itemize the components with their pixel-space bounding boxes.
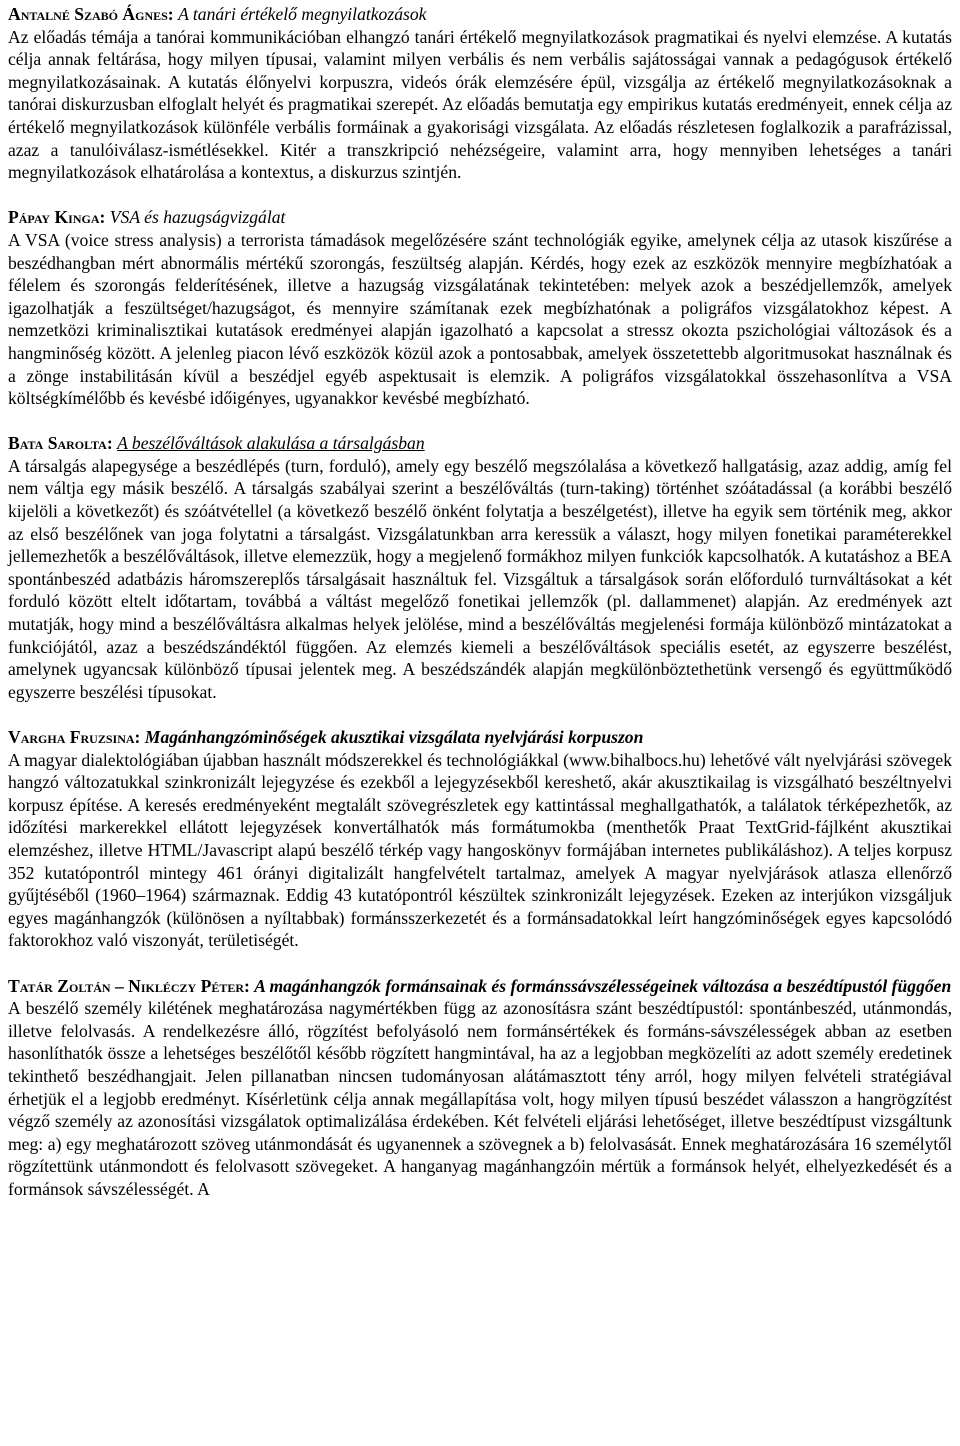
abstract-text: A beszélő személy kilétének meghatározása nagymértékben függ az azonosításra szánt beszédtípustól: spontánbeszéd, utánmondás, illetve felolvasás. A rendelkezésre álló, rögzítést befolyásoló nem formánsértékek és formáns-sávszélességek abban az esetben hasonlíthatók össze a lehetséges beszélőtől később rögzített hangmintával, ha az a legjobban megközelíti az adott személy eredetinek tekinthető beszédhangjait. Jelen pillanatban nincsen tudományosan alátámasztott tény arról, hogy milyen felvételi stratégiával érhetjük el a legjobb eredményt. Kísérletünk célja annak megállapítása volt, hogy milyen típusú beszédet válasszon a hangrögzítést végző személy az azonosítási vizsgálatok optimalizálása érdekében. Két felvételi eljárási lehetőséget, illetve beszédtípust vizsgáltunk meg: a) egy meghatározott szöveg utánmondását és ugyanennek a szövegnek a b) felolvasását. Ennek meghatározására 16 személytől rögzítettünk utánmondott és felolvasott szövegeket. A hanganyag magánhangzóin mértük a formánsok helyét, elhelyezkedését és a formánsok sávszélességét. A xyxy=(8,998,952,1199)
abstract-heading xyxy=(8,3,952,26)
abstract-1 xyxy=(8,3,952,184)
abstract-text: Az előadás témája a tanórai kommunikációban elhangzó tanári értékelő megnyilatkozások pragmatikai és nyelvi elemzése. A kutatás célja annak feltárása, hogy milyen típusai, valamint milyen verbális és nem verbális sajátosságai vannak a pedagógusok értékelő megnyilatkozásainak. A kutatás élőnyelvi korpuszra, videós órák elemzésére épül, vizsgálja az értékelő megnyilatkozásoknak a tanórai diskurzusban elfoglalt helyét és pragmatikai szerepét. Az előadás bemutatja egy empirikus kutatás eredményeit, ennek célja az értékelő megnyilatkozások különféle verbális formáinak a gyakorisági vizsgálata. Az előadás részletesen foglalkozik a parafrázissal, azaz a tanulóiválasz-ismétlésekkel. Kitér a transzkripció nehézségeire, valamint arra, hogy mennyiben lehetséges a tanári megnyilatkozások elhatárolása a kontextus, a diskurzus szintjén. xyxy=(8,26,952,183)
abstract-heading xyxy=(8,432,952,455)
author-name: Vargha Fruzsina: xyxy=(8,727,141,747)
abstract-title: VSA és hazugságvizgálat xyxy=(109,207,286,228)
abstract-2 xyxy=(8,206,952,409)
abstract-text: A VSA (voice stress analysis) a terrorista támadások megelőzésére szánt technológiák egyike, amelynek célja az utasok kiszűrése a beszédhangban mért abnormális mértékű szorongás, feszültség alapján. Kérdés, hogy ezek az eszközök mennyire megbízhatóak a félelem és szorongás felderítésének, illetve a hazugság vizsgálatának tekintetében: melyek azok a beszédjellemzők, amelyek igazolhatják a feszültséget/hazugságot, és mennyire számítanak ezek megbízhatónak a poligráfos vizsgálatokhoz képest. A nemzetközi kriminalisztikai kutatások eredményei alapján igazolható a kapcsolat a stressz okozta pszichológiai változások és a hangminőség között. A jelenleg piacon lévő eszközök közül azok a pontosabbak, amelyek összetettebb algoritmusokat használnak és a zönge instabilitásán kívül a beszédjel egyéb aspektusait is elemzik. A poligráfos vizsgálatokkal összehasonlítva a VSA költségkímélőbb és kevésbé időigényes, ugyanakkor kevésbé megbízható. xyxy=(8,229,952,409)
abstract-title: A magánhangzók formánsainak és formánssávszélességeinek változása a beszédtípustól függően xyxy=(254,975,952,996)
author-name: Tatár Zoltán – Nikléczy Péter: xyxy=(8,975,250,996)
abstract-text: A társalgás alapegysége a beszédlépés (turn, forduló), amely egy beszélő megszólalása a következő hallgatásig, azaz addig, amíg fel nem váltja egy másik beszélő. A társalgás szabályai szerint a beszélőváltás (turn-taking) történhet szóátadással (a korábbi beszélő kijelöli a következőt) és szóátvétellel (a következő beszélő önként folytatja a beszélgetést), illetve ha egyik sem történik meg, akkor az első beszélőnek van joga folytatni a társalgást. Vizsgálatunkban arra keressük a választ, hogy milyen fonetikai paraméterekkel jellemezhetők a beszélőváltások, illetve elemezzük, hogy a megjelenő formákhoz milyen funkciók kapcsolhatók. A kutatáshoz a BEA spontánbeszéd adatbázis háromszereplős társalgásait használtuk fel. Vizsgáltuk a társalgások során előforduló turnváltásokat a két forduló között eltelt időtartam, továbbá a váltást megelőző fonetikai jellemzők (pl. dallammenet) alapján. Az eredmények azt mutatják, hogy mind a beszélőváltásra alkalmas helyek jelölése, mind a beszélőváltás megjelenési formája különböző mintázatokat a funkciójától, azaz a beszédszándéktól függően. Az elemzés kiemeli a beszélőváltások speciális esetét, az egyszerre beszélést, amelynek ugyancsak különböző típusai jelentek meg. A beszédszándék alapján megkülönböztethetünk versengő és együttműködő egyszerre beszélési típusokat. xyxy=(8,455,952,702)
abstract-heading xyxy=(8,206,952,229)
abstract-3 xyxy=(8,432,952,703)
abstract-title: A tanári értékelő megnyilatkozások xyxy=(178,4,427,24)
author-name: Bata Sarolta: xyxy=(8,433,113,454)
abstract-title: Magánhangzóminőségek akusztikai vizsgálata nyelvjárási korpuszon xyxy=(144,727,644,747)
abstract-text: A magyar dialektológiában újabban használt módszerekkel és technológiákkal (www.bihalbocs.hu) lehetővé vált nyelvjárási szövegek hangzó változatukkal szinkronizált lejegyzése és ezekből a lejegyzésekből kereshető, akár akusztikailag is vizsgálható beszéltnyelvi korpusz építése. A keresés eredményeként megtalált szövegrészletek egy kattintással meghallgathatók, a találatok térképezhetők, az időzítési markerekkel ellátott lejegyzések konvertálhatók más formátumokba (menthetők Praat TextGrid-fájlként akusztikai elemzéshez, illetve HTML/Javascript alapú beszélő térkép vagy hangoskönyv formájában internetes publikáláshoz). A teljes korpusz 352 kutatópontról mintegy 461 órányi digitalizált hangfelvételt tartalmaz, amelyek A magyar nyelvjárások atlasza ellenőrző gyűjtéséből (1960–1964) származnak. Eddig 43 kutatópontról készültek szinkronizált lejegyzések. Ezeken az interjúkon vizsgáljuk egyes magánhangzók (különösen a nyíltabbak) formánsszerkezetét és a formánsadatokkal leírt hangzóminőségek egyes kapcsolódó faktorokhoz való viszonyát, területiségét. xyxy=(8,749,952,951)
abstract-heading xyxy=(8,975,952,998)
author-name: Pápay Kinga: xyxy=(8,207,106,228)
abstract-heading xyxy=(8,726,952,749)
abstract-5 xyxy=(8,975,952,1201)
author-name: Antalné Szabó Ágnes: xyxy=(8,4,174,24)
abstract-4 xyxy=(8,726,952,952)
abstract-title: A beszélőváltások alakulása a társalgásban xyxy=(117,433,425,454)
